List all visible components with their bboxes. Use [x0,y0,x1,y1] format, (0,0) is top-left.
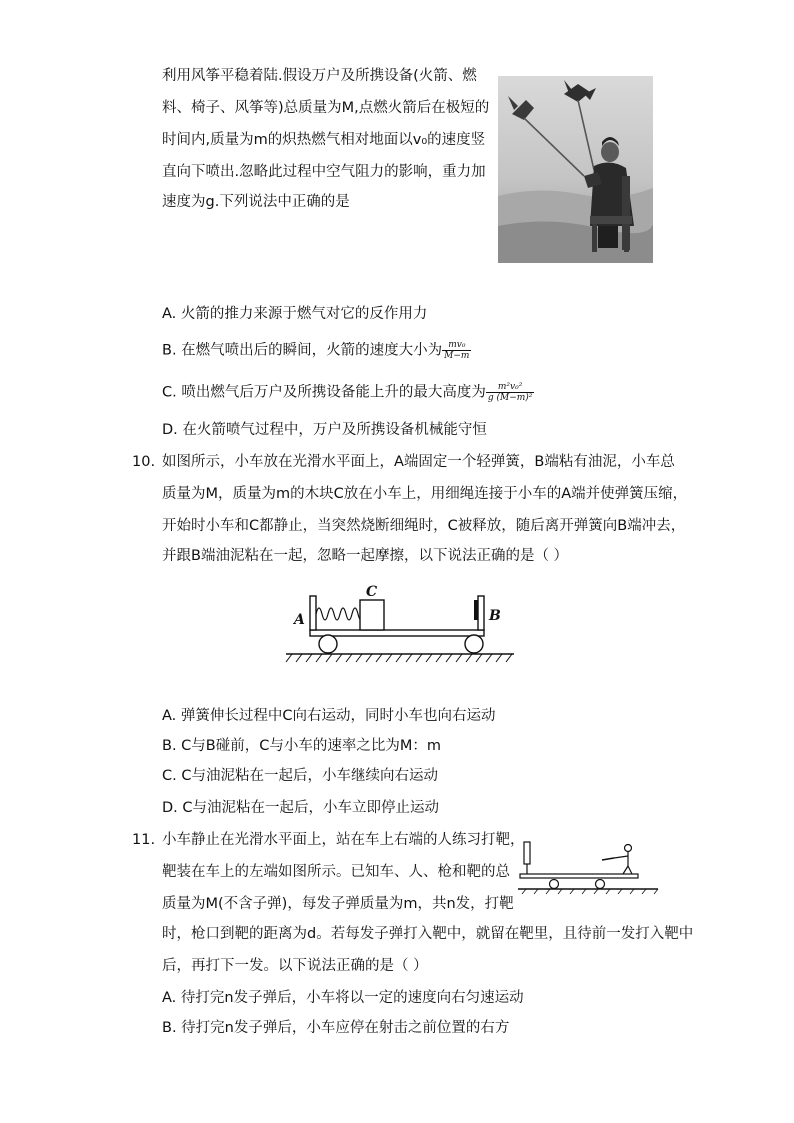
q10-line-2: 质量为M，质量为m的木块C放在小车上，用细绳连接于小车的A端并使弹簧压缩， [162,486,688,502]
q10-line-3: 开始时小车和C都静止，当突然烧断细绳时，C被释放，随后离开弹簧向B端冲去， [162,518,686,534]
q10-option-b: B. C与B碰前，C与小车的速率之比为M：m [162,738,441,754]
q9-option-d: D. 在火箭喷气过程中，万户及所携设备机械能守恒 [162,422,487,438]
q9-line-2: 料、椅子、风筝等)总质量为M,点燃火箭后在极短的 [162,100,490,116]
fraction-denominator: M−m [444,351,470,361]
shooting-cart-diagram [518,836,662,896]
cart-diagram [286,582,516,664]
q11-line-3: 质量为M(不含子弹)，每发子弹质量为m，共n发，打靶 [162,896,514,912]
q11-option-b: B. 待打完n发子弹后，小车应停在射击之前位置的右方 [162,1020,510,1036]
q9-option-b [162,340,471,361]
q10-line-1: 如图所示，小车放在光滑水平面上，A端固定一个轻弹簧，B端粘有油泥，小车总 [162,454,675,470]
q9-line-5: 速度为g.下列说法中正确的是 [162,194,350,210]
q9-option-c-fraction [486,382,535,403]
q11-line-5: 后，再打下一发。以下说法正确的是（ ） [162,958,428,974]
q10-option-d: D. C与油泥粘在一起后，小车立即停止运动 [162,800,440,816]
q9-option-c-text: C. 喷出燃气后万户及所携设备能上升的最大高度为 [162,384,486,401]
label-b: B [489,608,501,624]
q9-option-c [162,382,534,403]
q11-option-a: A. 待打完n发子弹后，小车将以一定的速度向右匀速运动 [162,990,524,1006]
fraction-numerator: m²v₀² [486,382,535,393]
fraction-numerator: mv₀ [442,340,471,351]
fraction-denominator: g (M−m)² [487,393,533,403]
q11-number: 11. [132,832,156,848]
q11-line-1: 小车静止在光滑水平面上，站在车上右端的人练习打靶， [162,832,525,848]
q10-option-a: A. 弹簧伸长过程中C向右运动，同时小车也向右运动 [162,708,496,724]
q10-option-c: C. C与油泥粘在一起后，小车继续向右运动 [162,768,438,784]
q9-option-b-text: B. 在燃气喷出后的瞬间，火箭的速度大小为 [162,342,443,359]
q11-line-4: 时，枪口到靶的距离为d。若每发子弹打入靶中，就留在靶里，且待前一发打入靶中 [162,926,694,942]
q9-line-3: 时间内,质量为m的炽热燃气相对地面以v₀的速度竖 [162,132,486,148]
wanhu-illustration [498,76,653,263]
label-a: A [294,612,305,628]
q10-line-4: 并跟B端油泥粘在一起，忽略一起摩擦，以下说法正确的是（ ） [162,548,569,564]
q11-line-2: 靶装在车上的左端如图所示。已知车、人、枪和靶的总 [162,864,510,880]
q9-option-a: A. 火箭的推力来源于燃气对它的反作用力 [162,306,428,322]
q9-option-b-fraction [442,340,471,361]
q10-number: 10. [132,454,156,470]
label-c: C [366,584,378,600]
q9-line-4: 直向下喷出.忽略此过程中空气阻力的影响，重力加 [162,164,486,180]
q9-line-1: 利用风筝平稳着陆.假设万户及所携设备(火箭、燃 [162,68,477,84]
